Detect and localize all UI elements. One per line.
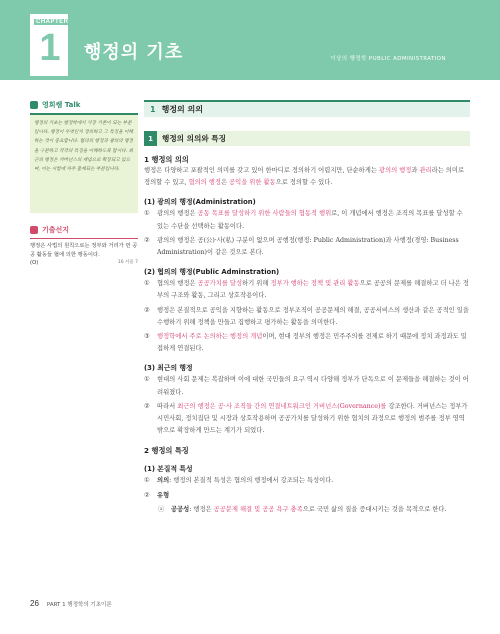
heading-meaning: 1 행정의 의의 — [144, 155, 189, 164]
square-bullet-icon — [30, 226, 38, 234]
talk-heading — [30, 100, 138, 110]
exam-source: 16 서울 7 — [117, 260, 138, 265]
exam-text: 행정은 사법의 원칙으로는 정부와 거리가 먼 공공 활동들 협에 의한 행동이다. — [30, 243, 138, 258]
list-item: ⓐ 공공성: 행정은 공공문제 해결 및 공공 욕구 충족으로 국민 삶의 질을 증대시키는 것을 목적으로 한다. — [158, 505, 447, 513]
exam-title: 기출선지 — [42, 226, 70, 234]
list-item: ① 현대의 사회 문제는 복잡하며 이에 대한 국민들의 요구 역시 다양해 정부가 단독으로 이 문제들을 해결하는 것이 어려워졌다. — [144, 376, 469, 396]
heading-narrow-administration: (2) 협의의 행정(Public Adminstration) — [144, 268, 280, 277]
page-footer — [30, 599, 112, 608]
exam-heading — [30, 225, 138, 235]
subsection-number: 1 — [144, 131, 157, 146]
list-item: ② 광의의 행정은 공(公)·사(私) 구분이 없으며 공행정(행정: Public Administration)과 사행정(경영: Business Administration)이 같은 것으로 본다. — [144, 236, 459, 257]
list-item: ① 협의의 행정은 공공가치를 달성하기 위해 정부가 행하는 정책 및 관리 활동으로 공공의 문제를 해결하고 더 나은 정부의 구조와 활동, 그리고 상호작용이다. — [144, 280, 469, 300]
list-item: ① 광의의 행정은 공동 목표를 달성하기 위한 사람들의 협동적 행위로, 이 개념에서 행정은 조직의 목표를 달성할 수 있는 수단을 선택하는 활동이다. — [144, 210, 463, 230]
exam-footer — [30, 259, 138, 268]
talk-text: 행정의 기초는 행정학에서 가장 기본이 되는 부분입니다. 행정이 무엇인지 정의하고 그 특징을 이해하는 것이 중요합니다. 협의의 행정과 광의의 행정을 구분하고 각각의 특징을 이해하도록 합시다. 최근의 행정은 거버넌스의 개념으로 확장되고 있으며, 이는 시험에 자주 출제되는 부분입니다. — [34, 121, 133, 173]
square-bullet-icon — [30, 101, 38, 109]
sidebar — [30, 100, 138, 268]
heading-broad-administration: (1) 광의의 행정(Administration) — [144, 198, 256, 207]
list-item: ③ 행정학에서 주로 논의하는 행정의 개념이며, 현대 정부의 행정은 민주주의를 전제로 하기 때문에 정치 과정과도 밀접하게 연결된다. — [144, 333, 467, 353]
meaning-paragraph: 행정은 다양하고 포괄적인 의미를 갖고 있어 한마디로 정의하기 어렵지만, 단순하게는 광의의 행정과 관리라는 의미로 정의할 수 있고, 협의의 행정은 공익을 위한 활동으로 정의할 수 있다. — [144, 167, 465, 187]
heading-features: 2 행정의 특징 — [144, 446, 189, 456]
exam-question — [30, 238, 138, 268]
section-title: 행정의 의의 — [161, 105, 204, 114]
list-item: ① 의의: 행정의 본질적 특성은 협의의 행정에서 강조되는 특성이다. — [144, 477, 334, 485]
talk-title: 영희쌤 Talk — [42, 101, 81, 109]
footer-part-title: PART 1 행정학의 기초이론 — [46, 602, 112, 608]
page-number: 26 — [30, 599, 39, 608]
list-item: ② 유형 — [144, 491, 170, 499]
heading-essential-features: (1) 본질적 특성 — [144, 465, 193, 474]
chapter-number: 1 — [39, 27, 61, 69]
subsection-heading — [144, 131, 470, 146]
chapter-header-band — [0, 0, 500, 80]
section-heading — [144, 100, 470, 117]
heading-recent-administration: (3) 최근의 행정 — [144, 364, 193, 373]
chapter-title: 행정의 기초 — [84, 42, 184, 63]
section-number: 1 — [150, 105, 156, 114]
list-item: ② 행정은 본질적으로 공익을 지향하는 활동으로 정부조직이 공공문제의 해결, 공공서비스의 생산과 같은 공적인 일을 수행하기 위해 정책을 만들고 집행하고 평가하는 활동을 의미한다. — [144, 306, 469, 326]
book-series-label: 이상의 행정학 PUBLIC ADMINISTRATION — [330, 56, 446, 62]
chapter-label: CHAPTER — [36, 19, 69, 25]
list-item: ② 따라서 최근의 행정은 공·사 조직들 간의 연결네트워크인 거버넌스(Governance)를 강조한다. 거버넌스는 정부가 시민사회, 정치집단 및 시장과 상호작용하며 공공가치를 달성하기 위한 협치의 과정으로 행정의 범주를 정부 영역 밖으로 확장하게 만드는 계기가 되었다. — [144, 402, 468, 435]
exam-answer-mark: (O) — [30, 260, 39, 266]
talk-box — [30, 113, 138, 213]
subsection-title: 행정의 의의와 특징 — [162, 134, 226, 143]
main-content — [144, 100, 470, 516]
